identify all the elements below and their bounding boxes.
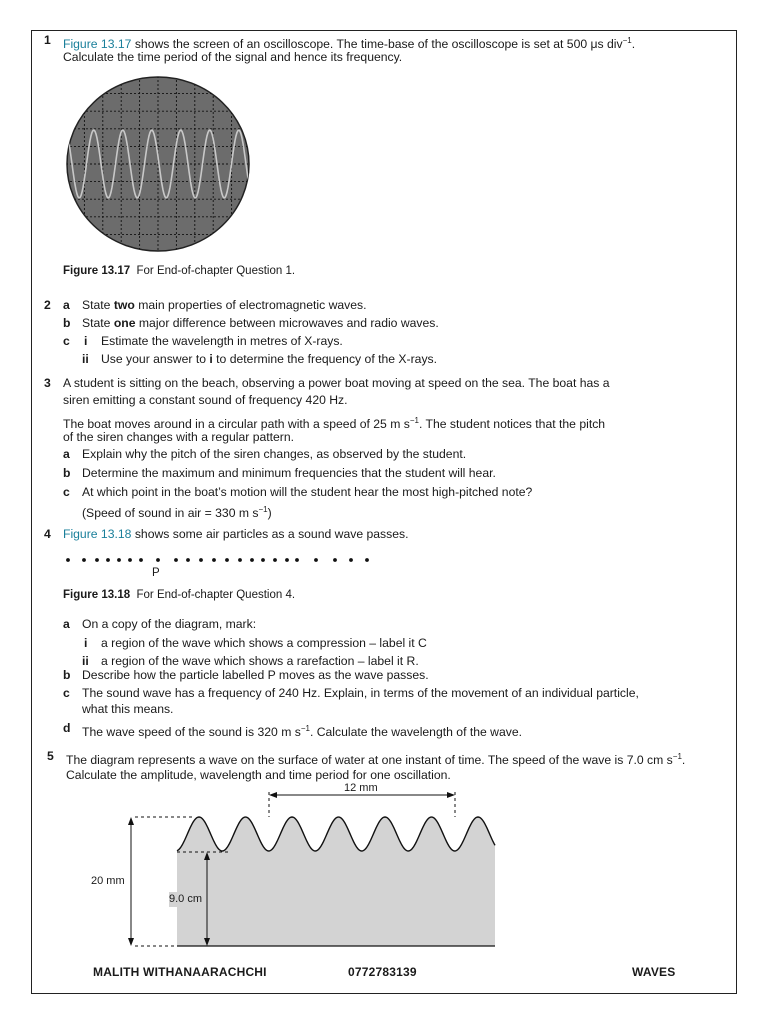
air-particle [333,558,337,562]
q4-part-a-label: a [63,617,70,631]
air-particle [261,558,265,562]
air-particle [66,558,70,562]
air-particle [212,558,216,562]
q3-part-a-label: a [63,447,70,461]
dimension-12mm-label: 12 mm [344,782,378,794]
q4-part-c-label: c [63,686,70,700]
air-particle [238,558,242,562]
air-particle [349,558,353,562]
question-5-line-1: The diagram represents a wave on the surface of water at one instant of time. The speed of the wave is 7.0 cm $s^{-1}$. [66,752,686,768]
particle-p-label: P [152,567,160,579]
air-particle [199,558,203,562]
figure-13-18-link[interactable]: Figure 13.18 [63,527,132,541]
q4-part-a-text: On a copy of the diagram, mark: [82,617,257,631]
q4-part-c-text-2: what this means. [82,702,174,716]
air-particle [128,558,132,562]
q4-part-aii-text: a region of the wave which shows a rarefaction – label it R. [101,654,419,668]
q3-part-c-note: (Speed of sound in air = 330 m $s^{-1}$) [82,505,272,521]
q4-part-d-text: The wave speed of the sound is 320 m $s^{-1}$. Calculate the wavelength of the wave. [82,724,523,740]
air-particle [225,558,229,562]
question-3-number: 3 [44,376,51,390]
air-particle [285,558,289,562]
dimension-20mm-label: 20 mm [91,875,125,887]
air-particle [117,558,121,562]
footer-phone: 0772783139 [348,965,417,979]
q2-part-a-text: State two main properties of electromagnetic waves. [82,298,367,312]
water-body [177,817,495,946]
air-particle [314,558,318,562]
q2-part-ci-text: Estimate the wavelength in metres of X-rays. [101,334,343,348]
question-2-number: 2 [44,298,51,312]
question-1-line-2: Calculate the time period of the signal and hence its frequency. [63,50,403,64]
q3-part-c-label: c [63,485,70,499]
q2-part-a-label: a [63,298,70,312]
question-3-line-3: The boat moves around in a circular path with a speed of 25 m $s^{-1}$. The student notices that the pitch [63,416,606,432]
air-particle [250,558,254,562]
air-particle [174,558,178,562]
q2-part-cii-text: Use your answer to i to determine the frequency of the X-rays. [101,352,438,366]
air-particle [106,558,110,562]
air-particle [273,558,277,562]
q3-part-b-label: b [63,466,71,480]
q4-part-b-label: b [63,668,71,682]
air-particle [295,558,299,562]
q2-part-ci-label: i [84,334,88,348]
footer-topic: WAVES [632,965,676,979]
question-4-line-1: Figure 13.18 shows some air particles as a sound wave passes. [63,527,409,541]
q4-part-c-text-1: The sound wave has a frequency of 240 Hz. Explain, in terms of the movement of an individual particle, [82,686,639,700]
q4-part-ai-label: i [84,636,88,650]
figure-13-17-caption: Figure 13.17 For End-of-chapter Question 1. [63,265,296,277]
air-particle [139,558,143,562]
air-particle [156,558,160,562]
question-4-number: 4 [44,527,51,541]
footer-author: MALITH WITHANAARACHCHI [93,965,267,979]
figure-13-18-caption: Figure 13.18 For End-of-chapter Question 4. [63,589,296,601]
q3-part-b-text: Determine the maximum and minimum frequencies that the student will hear. [82,466,496,480]
figure-13-17-link[interactable]: Figure 13.17 [63,37,132,52]
q4-part-d-label: d [63,721,71,735]
q3-part-a-text: Explain why the pitch of the siren changes, as observed by the student. [82,447,467,461]
water-wave-diagram [80,780,510,955]
question-3-line-4: of the siren changes with a regular pattern. [63,430,295,444]
air-particle [95,558,99,562]
air-particle [186,558,190,562]
q4-part-b-text: Describe how the particle labelled P moves as the wave passes. [82,668,429,682]
question-3-line-1: A student is sitting on the beach, observing a power boat moving at speed on the sea. The boat has a [63,376,610,390]
dimension-9cm-label: 9.0 cm [169,893,203,905]
q2-part-b-label: b [63,316,71,330]
question-5-line-2: Calculate the amplitude, wavelength and time period for one oscillation. [66,768,451,782]
q2-part-cii-label: ii [82,352,89,366]
q2-part-b-text: State one major difference between microwaves and radio waves. [82,316,439,330]
question-3-line-2: siren emitting a constant sound of frequency 420 Hz. [63,393,348,407]
question-1-number: 1 [44,33,51,47]
oscilloscope-screen [66,76,252,254]
air-particles-diagram [60,552,380,568]
q4-part-aii-label: ii [82,654,89,668]
air-particle [365,558,369,562]
question-1-line-1: Figure 13.17 shows the screen of an oscilloscope. The time-base of the oscilloscope is set at 500 μs div$^{-1}$. [63,36,636,52]
q3-part-c-text: At which point in the boat’s motion will the student hear the most high-pitched note? [82,485,533,499]
question-5-number: 5 [47,749,54,763]
q2-part-c-label: c [63,334,70,348]
air-particle [82,558,86,562]
q4-part-ai-text: a region of the wave which shows a compression – label it C [101,636,427,650]
